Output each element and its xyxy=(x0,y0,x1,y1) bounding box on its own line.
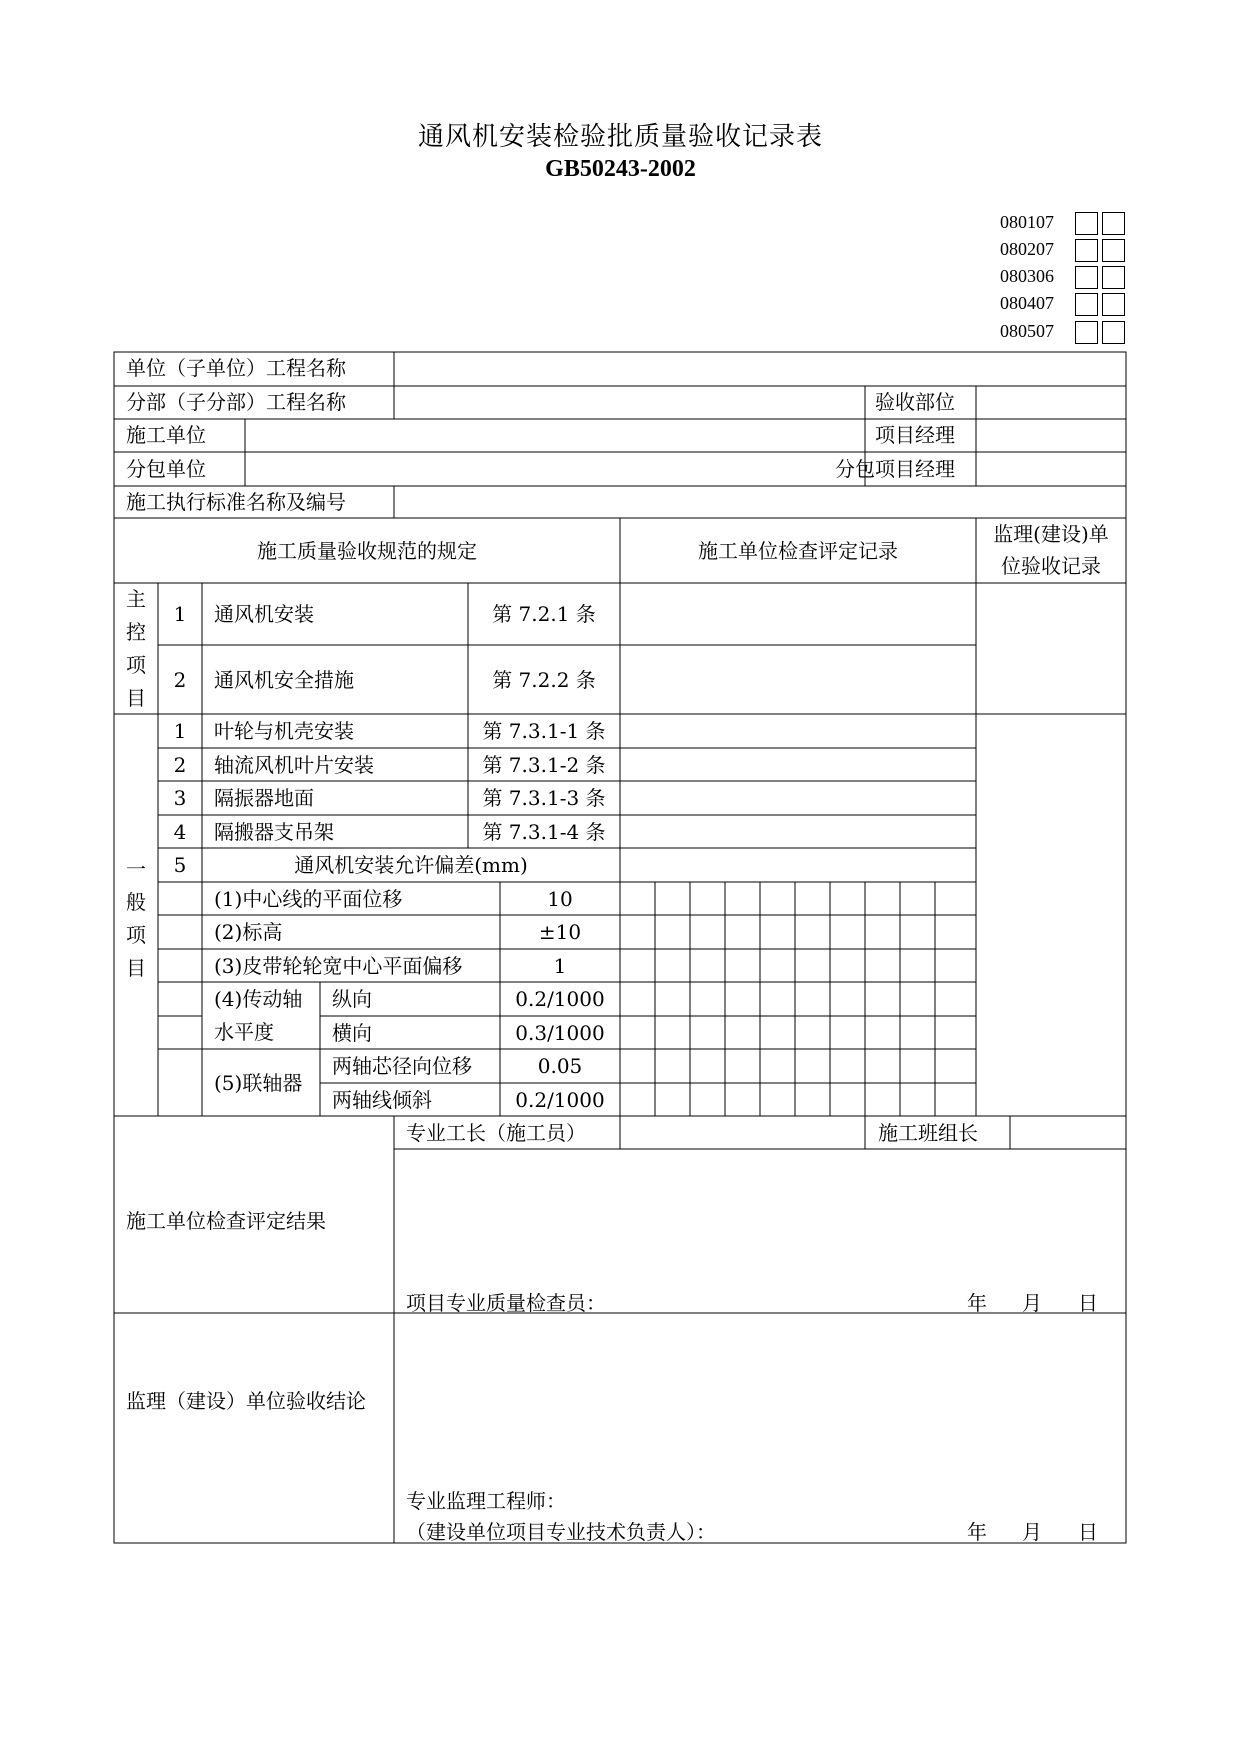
date-year: 年 xyxy=(967,1291,987,1315)
deviation-name: (2)标高 xyxy=(214,920,283,944)
engineer-label: 专业监理工程师： xyxy=(406,1489,566,1513)
item-number: 1 xyxy=(173,719,187,743)
item-number: 4 xyxy=(173,820,187,844)
check-column-header: 施工单位检查评定记录 xyxy=(698,539,898,563)
project-manager-label: 项目经理 xyxy=(875,423,955,447)
subcontractor-label: 分包单位 xyxy=(126,457,206,481)
unit-project-label: 单位（子单位）工程名称 xyxy=(126,356,346,380)
code-label: 080306 xyxy=(1000,266,1054,286)
team-leader-label: 施工班组长 xyxy=(878,1121,978,1145)
item-name: 隔搬器支吊架 xyxy=(214,820,334,844)
deviation-value: 10 xyxy=(547,887,573,911)
date-day: 日 xyxy=(1078,1291,1098,1315)
deviation-name: 两轴线倾斜 xyxy=(332,1088,432,1112)
item-name: 隔振器地面 xyxy=(214,786,314,810)
item-clause: 第 7.2.2 条 xyxy=(492,668,596,692)
deviation-name: (1)中心线的平面位移 xyxy=(214,887,403,911)
foreman-label: 专业工长（施工员） xyxy=(406,1121,586,1145)
item-number: 5 xyxy=(173,853,187,877)
item-name: 通风机安装 xyxy=(214,602,314,626)
deviation-value: 0.05 xyxy=(537,1054,583,1078)
item-number: 2 xyxy=(173,753,187,777)
item-number: 1 xyxy=(173,602,187,626)
sub-project-manager-label: 分包项目经理 xyxy=(835,457,955,481)
form-title: 通风机安装检验批质量验收记录表 xyxy=(417,122,823,152)
item-clause: 第 7.3.1-4 条 xyxy=(482,820,606,844)
coupling-label: (5)联轴器 xyxy=(214,1071,303,1095)
main-control-label: 项 xyxy=(126,653,146,677)
inspector-label: 项目专业质量检查员： xyxy=(406,1291,606,1315)
spec-column-header: 施工质量验收规范的规定 xyxy=(257,539,477,563)
item-name: 通风机安全措施 xyxy=(214,668,354,692)
shaft-level-label: (4)传动轴 xyxy=(214,987,303,1011)
code-label: 080507 xyxy=(1000,321,1054,341)
deviation-name: 横向 xyxy=(332,1021,372,1045)
standard-code: GB50243-2002 xyxy=(545,156,696,182)
deviation-value: 0.3/1000 xyxy=(515,1021,605,1045)
deviation-title: 通风机安装允许偏差(mm) xyxy=(294,853,528,877)
contractor-label: 施工单位 xyxy=(126,423,206,447)
main-control-label: 目 xyxy=(126,686,146,710)
deviation-value: ±10 xyxy=(538,920,582,944)
code-label: 080207 xyxy=(1000,239,1054,259)
date-month: 月 xyxy=(1022,1291,1042,1315)
standard-label: 施工执行标准名称及编号 xyxy=(126,490,346,514)
supervision-conclusion-label: 监理（建设）单位验收结论 xyxy=(126,1389,366,1413)
acceptance-part-label: 验收部位 xyxy=(875,390,955,414)
deviation-name: (3)皮带轮轮宽中心平面偏移 xyxy=(214,954,463,978)
code-label: 080407 xyxy=(1000,293,1054,313)
deviation-value: 1 xyxy=(553,954,567,978)
contractor-result-label: 施工单位检查评定结果 xyxy=(126,1209,326,1233)
date-year: 年 xyxy=(967,1520,987,1544)
main-control-label: 主 xyxy=(126,587,146,611)
deviation-value: 0.2/1000 xyxy=(515,987,605,1011)
supervision-column-header: 位验收记录 xyxy=(1001,554,1101,578)
item-number: 3 xyxy=(173,786,187,810)
main-control-label: 控 xyxy=(126,620,146,644)
item-clause: 第 7.3.1-3 条 xyxy=(482,786,606,810)
date-day: 日 xyxy=(1078,1520,1098,1544)
general-label: 目 xyxy=(126,956,146,980)
deviation-name: 两轴芯径向位移 xyxy=(332,1054,472,1078)
item-clause: 第 7.3.1-2 条 xyxy=(482,753,606,777)
general-label: 项 xyxy=(126,923,146,947)
owner-label: （建设单位项目专业技术负责人）： xyxy=(406,1520,716,1544)
sub-project-label: 分部（子分部）工程名称 xyxy=(126,390,346,414)
item-name: 叶轮与机壳安装 xyxy=(214,719,354,743)
general-label: 般 xyxy=(126,890,146,914)
deviation-name: 纵向 xyxy=(332,987,372,1011)
code-label: 080107 xyxy=(1000,212,1054,232)
item-number: 2 xyxy=(173,668,187,692)
general-label: 一 xyxy=(126,857,146,881)
item-name: 轴流风机叶片安装 xyxy=(214,753,374,777)
supervision-column-header: 监理(建设)单 xyxy=(993,522,1109,546)
item-clause: 第 7.2.1 条 xyxy=(492,602,596,626)
shaft-level-label: 水平度 xyxy=(214,1020,274,1044)
date-month: 月 xyxy=(1022,1520,1042,1544)
deviation-value: 0.2/1000 xyxy=(515,1088,605,1112)
item-clause: 第 7.3.1-1 条 xyxy=(482,719,606,743)
